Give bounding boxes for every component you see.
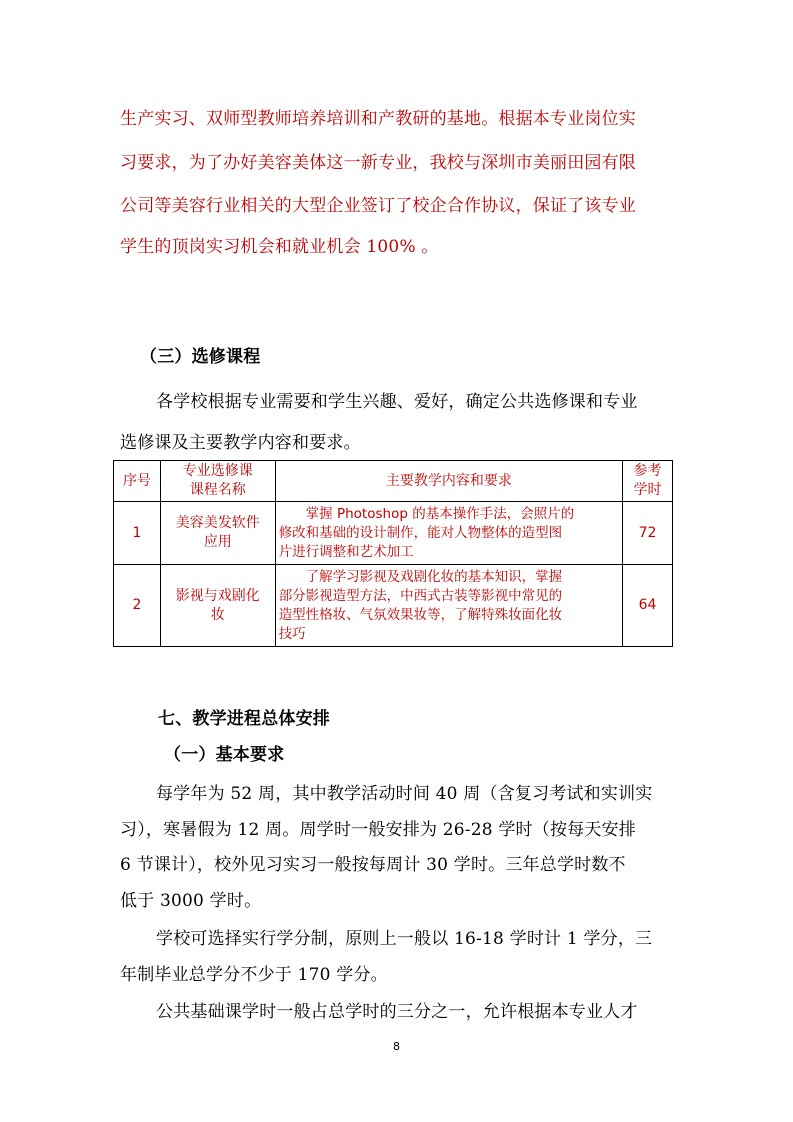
paragraph-line: 6 节课计），校外见习实习一般按每周计 30 学时。三年总学时数不 — [120, 855, 626, 875]
paragraph-line: 公共基础课学时一般占总学时的三分之一，允许根据本专业人才 — [156, 1002, 638, 1022]
table-row — [114, 565, 673, 647]
paragraph-line: 每学年为 52 周，其中教学活动时间 40 周（含复习考试和实训实 — [156, 784, 653, 804]
cell-content — [275, 502, 622, 565]
table-header-row — [114, 461, 673, 502]
elective-course-table — [113, 460, 673, 647]
content-line: 造型性格妆、气氛效果妆等，了解特殊妆面化妆 — [278, 606, 563, 623]
paragraph-line: 习要求，为了办好美容美体这一新专业，我校与深圳市美丽田园有限 — [120, 153, 636, 173]
header-content: 主要教学内容和要求 — [275, 461, 622, 502]
paragraph-line: 习），寒暑假为 12 周。周学时一般安排为 26-28 学时（按每天安排 — [120, 820, 636, 840]
cell-course-name — [160, 502, 275, 565]
cell-no: 1 — [114, 502, 161, 565]
paragraph-line: 学校可选择实行学分制，原则上一般以 16-18 学时计 1 学分，三 — [156, 929, 653, 949]
content-line: 修改和基础的设计制作，能对人物整体的造型图 — [278, 524, 563, 541]
header-hours-line: 参考 — [633, 463, 662, 479]
cell-course-name — [160, 565, 275, 647]
paragraph-line: 选修课及主要教学内容和要求。 — [120, 433, 361, 453]
cell-hours: 64 — [623, 565, 673, 647]
content-line: 片进行调整和艺术加工 — [278, 543, 414, 560]
paragraph-line: 生产实习、双师型教师培养培训和产教研的基地。根据本专业岗位实 — [120, 109, 636, 129]
page-number: 8 — [393, 1040, 400, 1053]
header-course-name-line: 课程名称 — [189, 482, 246, 498]
course-name-line: 美容美发软件 — [175, 515, 260, 531]
cell-no: 2 — [114, 565, 161, 647]
paragraph-line: 学生的顶岗实习机会和就业机会 100% 。 — [120, 237, 439, 257]
content-line: 了解学习影视及戏剧化妆的基本知识，掌握 — [278, 568, 563, 585]
cell-hours: 72 — [623, 502, 673, 565]
content-line: 掌握 Photoshop 的基本操作手法，会照片的 — [278, 505, 575, 522]
paragraph-line: 低于 3000 学时。 — [120, 891, 262, 911]
course-name-line: 影视与戏剧化 — [175, 587, 260, 604]
paragraph-line: 公司等美容行业相关的大型企业签订了校企合作协议，保证了该专业 — [120, 196, 636, 216]
header-no: 序号 — [114, 461, 161, 502]
content-line: 部分影视造型方法，中西式古装等影视中常见的 — [278, 587, 563, 604]
course-name-line: 妆 — [210, 606, 225, 623]
header-course-name — [160, 461, 275, 502]
paragraph-line: 年制毕业总学分不少于 170 学分。 — [120, 965, 388, 985]
section-heading: 七、教学进程总体安排 — [158, 709, 330, 729]
header-course-name-line: 专业选修课 — [182, 463, 253, 479]
table-row — [114, 502, 673, 565]
header-hours — [623, 461, 673, 502]
subsection-heading: （一）基本要求 — [164, 745, 285, 765]
cell-content — [275, 565, 622, 647]
paragraph-line: 各学校根据专业需要和学生兴趣、爱好，确定公共选修课和专业 — [156, 392, 638, 412]
section-heading: （三）选修课程 — [140, 347, 261, 367]
content-line: 技巧 — [278, 625, 306, 642]
course-name-line: 应用 — [203, 534, 232, 550]
header-hours-line: 学时 — [633, 482, 662, 498]
